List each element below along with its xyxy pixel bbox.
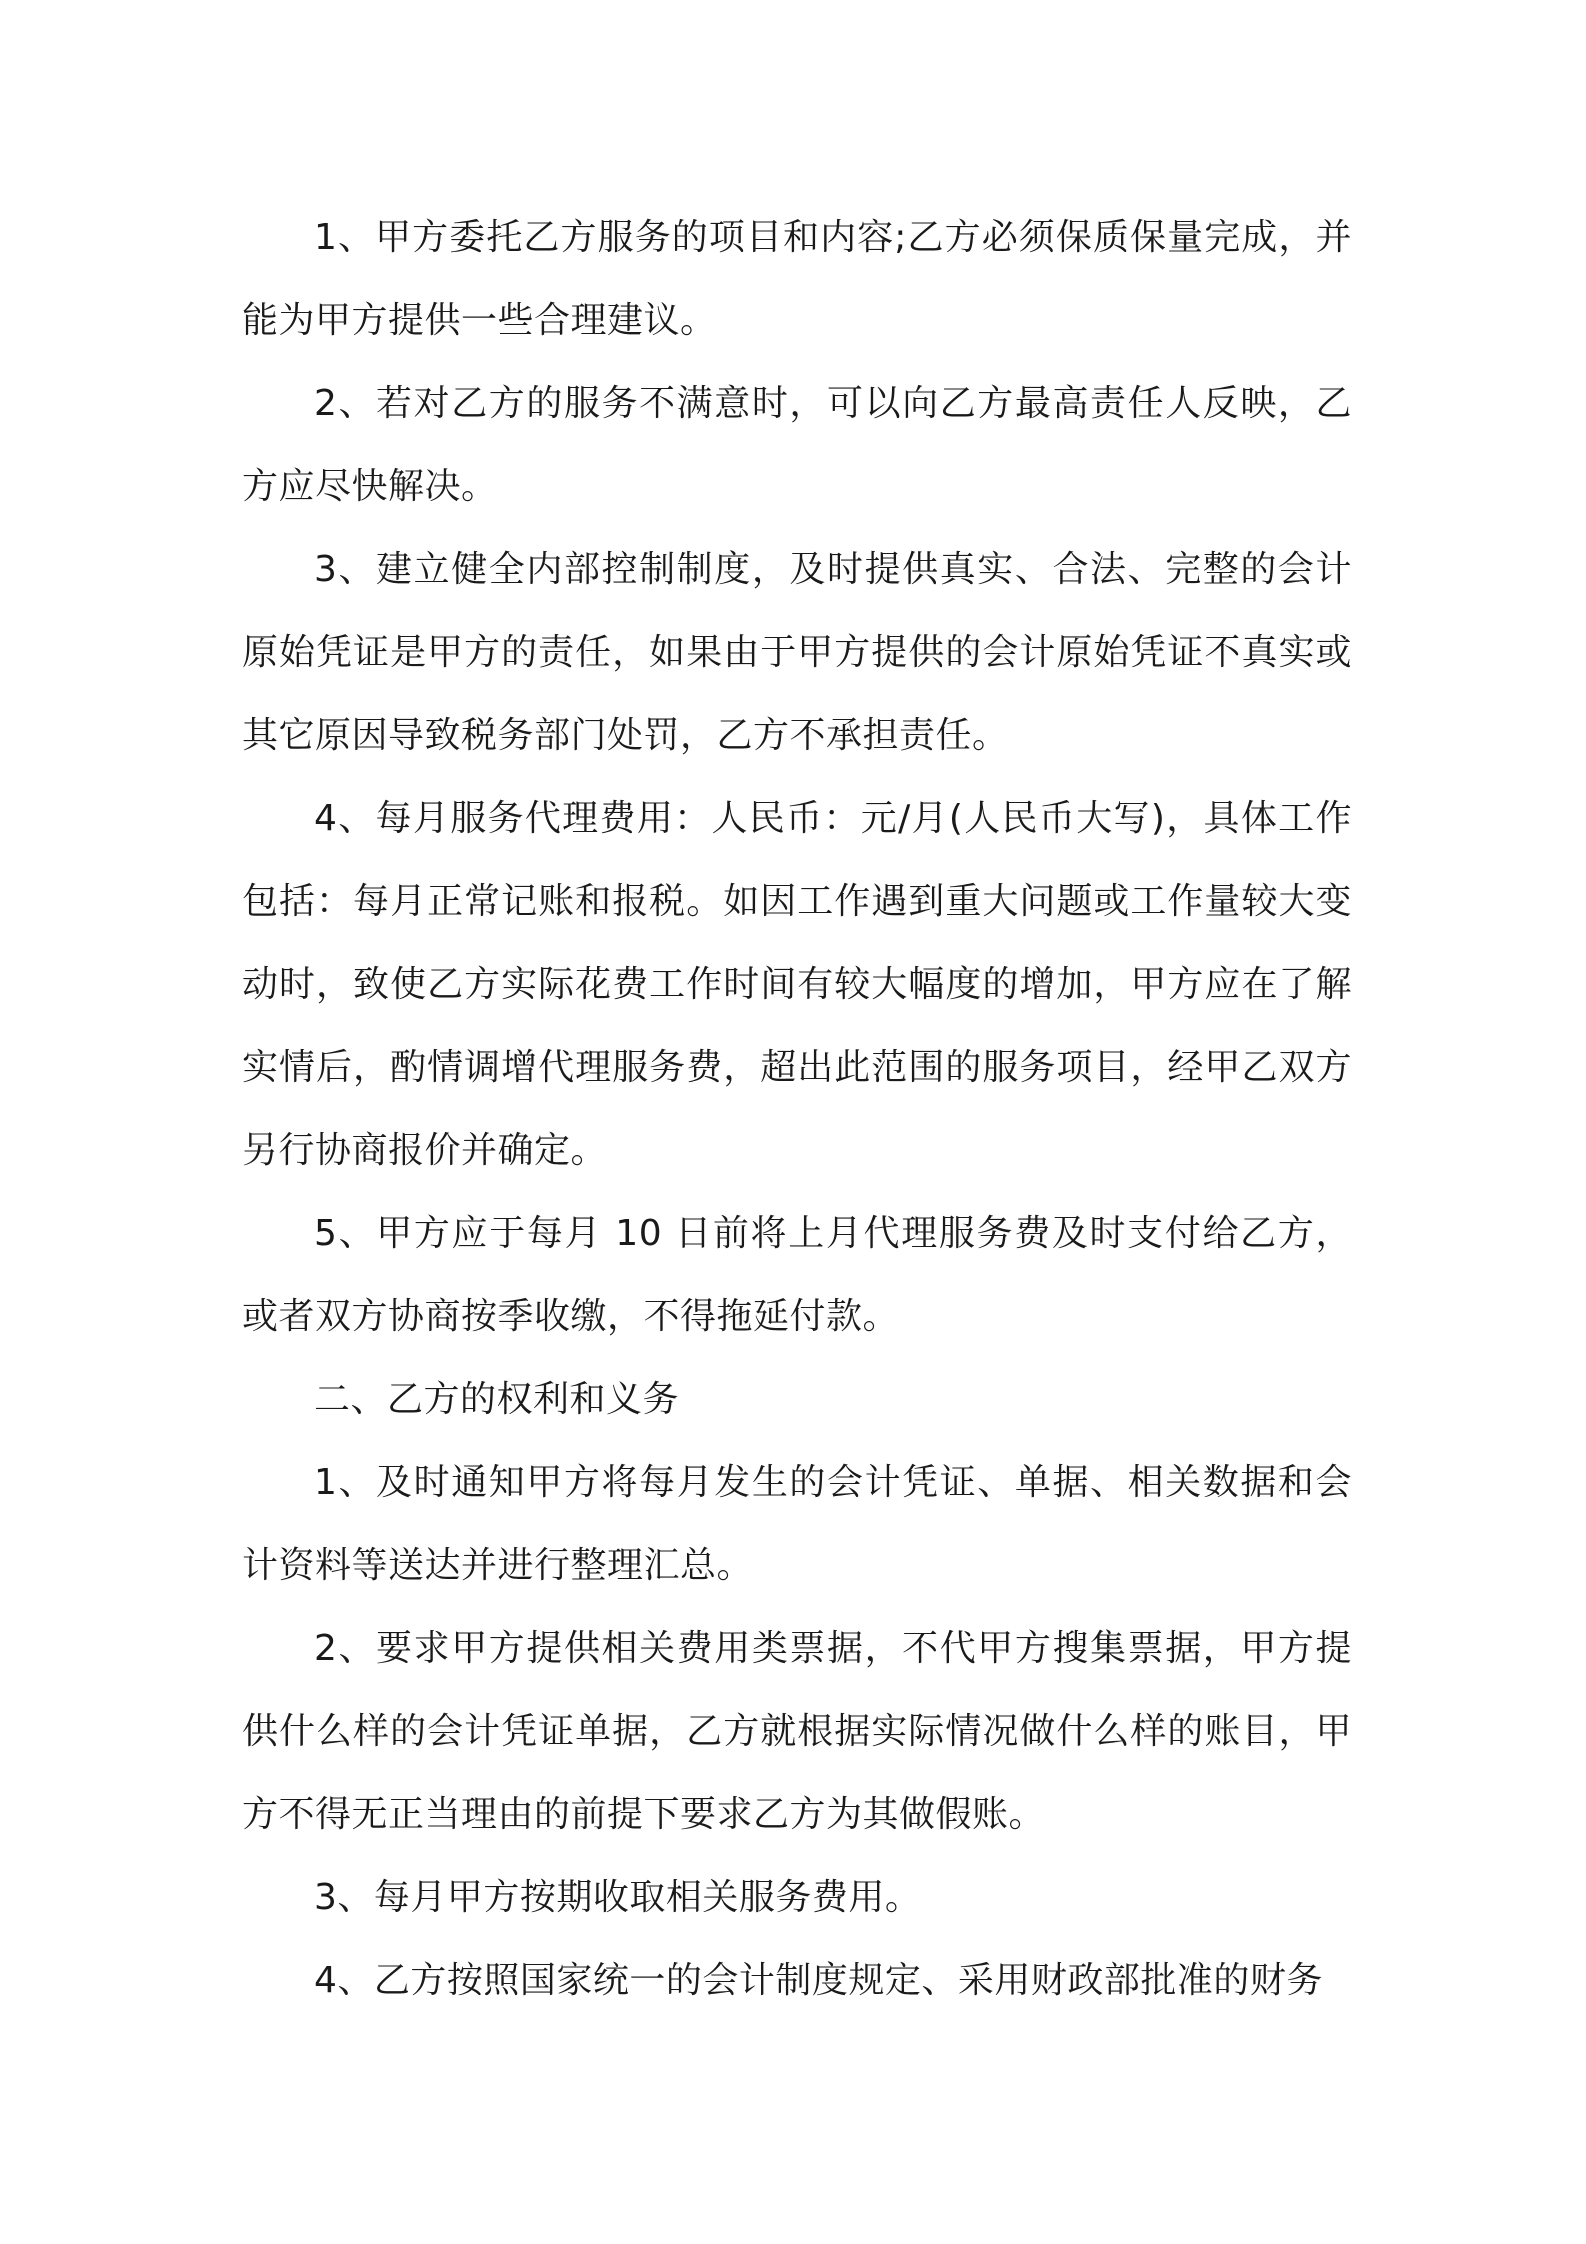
paragraph-6: 1、及时通知甲方将每月发生的会计凭证、单据、相关数据和会计资料等送达并进行整理汇总。: [242, 1462, 1352, 1586]
paragraph-4: 4、每月服务代理费用：人民币：元/月(人民币大写)，具体工作包括：每月正常记账和报税。如因工作遇到重大问题或工作量较大变动时，致使乙方实际花费工作时间有较大幅度的增加，甲方应在了解实情后，酌情调增代理服务费，超出此范围的服务项目，经甲乙双方另行协商报价并确定。: [242, 798, 1352, 1171]
paragraph-5: 5、甲方应于每月 10 日前将上月代理服务费及时支付给乙方，或者双方协商按季收缴，不得拖延付款。: [242, 1213, 1352, 1337]
paragraph-3: 3、建立健全内部控制制度，及时提供真实、合法、完整的会计原始凭证是甲方的责任，如果由于甲方提供的会计原始凭证不真实或其它原因导致税务部门处罚，乙方不承担责任。: [242, 549, 1352, 756]
paragraph-7: 2、要求甲方提供相关费用类票据，不代甲方搜集票据，甲方提供什么样的会计凭证单据，乙方就根据实际情况做什么样的账目，甲方不得无正当理由的前提下要求乙方为其做假账。: [242, 1628, 1352, 1835]
document-body: [242, 196, 1352, 2022]
paragraph-1: 1、甲方委托乙方服务的项目和内容;乙方必须保质保量完成，并能为甲方提供一些合理建议。: [242, 217, 1352, 341]
paragraph-2: 2、若对乙方的服务不满意时，可以向乙方最高责任人反映，乙方应尽快解决。: [242, 383, 1352, 507]
paragraph-9: 4、乙方按照国家统一的会计制度规定、采用财政部批准的财务: [314, 1960, 1323, 2001]
section-heading: 二、乙方的权利和义务: [314, 1379, 680, 1420]
paragraph-8: 3、每月甲方按期收取相关服务费用。: [314, 1877, 922, 1918]
